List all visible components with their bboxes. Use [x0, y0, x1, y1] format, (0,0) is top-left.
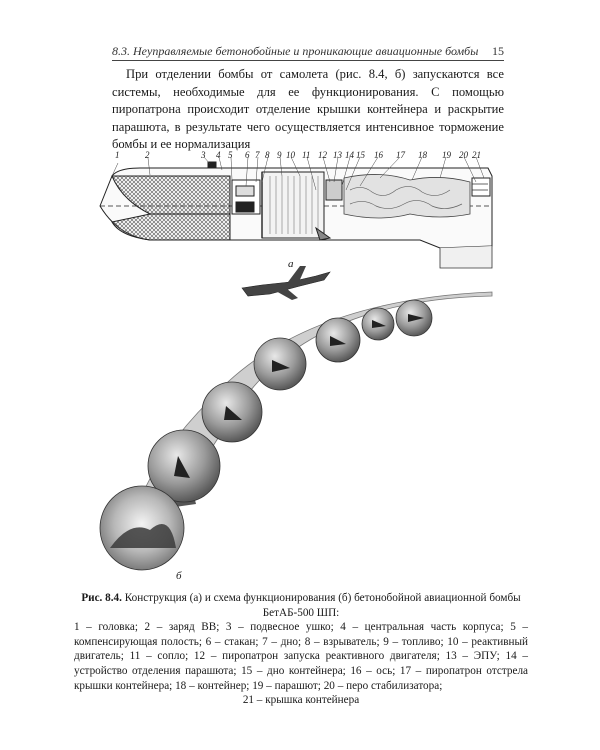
figure-b-trajectory — [100, 266, 492, 570]
page-number: 15 — [492, 44, 504, 58]
caption-fig-label: Рис. 8.4. — [81, 592, 122, 604]
figure-a-label: а — [288, 258, 294, 270]
part-number-label: 21 — [472, 150, 481, 160]
part-number-label: 17 — [396, 150, 405, 160]
part-number-label: 5 — [228, 150, 233, 160]
part-number-label: 9 — [277, 150, 282, 160]
part-number-label: 19 — [442, 150, 451, 160]
part-number-label: 12 — [318, 150, 327, 160]
aircraft-icon — [242, 266, 330, 300]
part-number-label: 15 — [356, 150, 365, 160]
caption-title — [74, 591, 528, 620]
caption-legend-last: 21 – крышка контейнера — [242, 694, 360, 707]
part-number-label: 20 — [459, 150, 468, 160]
part-number-label: 16 — [374, 150, 383, 160]
caption-title-text: Конструкция (а) и схема функционирования (б) бетонобойной авиационной бомбы БетАБ-500 ШП: — [124, 592, 521, 619]
part-number-label: 1 — [115, 150, 120, 160]
part-number-label: 3 — [201, 150, 206, 160]
caption-legend: 1 – головка; 2 – заряд ВВ; 3 – подвесное ушко; 4 – центральная часть корпуса; 5 – компенсирующая полость; 6 – стакан; 7 – дно; 8 – взрыватель; 9 – топливо; 10 – реактивный двигатель; 11 – сопло; 12 – пиропатрон запуска реактивного двигателя; 13 – ЭПУ; 14 – устройство отделения парашюта; 15 – дно контейнера; 16 – ось; 17 – пиропатрон отстрела крышки контейнера; 18 – контейнер; 19 – парашют; 20 – перо стабилизатора; — [74, 621, 528, 692]
part-number-label: 10 — [286, 150, 295, 160]
figure-b-label: б — [176, 570, 182, 582]
part-number-label: 8 — [265, 150, 270, 160]
section-title: 8.3. Неуправляемые бетонобойные и проникающие авиационные бомбы — [112, 44, 479, 58]
part-number-label: 14 — [345, 150, 354, 160]
part-number-label: 7 — [255, 150, 260, 160]
part-number-label: 18 — [418, 150, 427, 160]
bomb-body — [100, 162, 492, 268]
part-number-label: 6 — [245, 150, 250, 160]
figure-caption — [74, 591, 528, 708]
part-number-label: 4 — [216, 150, 221, 160]
body-paragraph: При отделении бомбы от самолета (рис. 8.4, б) запускаются все системы, необходимые для ее функционирования. С помощью пиропатрона происходит отделение крышки контейнера и раскрытие парашюта, в результате чего осуществляется интенсивное торможение бомбы и ее нормализация — [112, 67, 504, 151]
part-number-label: 2 — [145, 150, 150, 160]
part-number-label: 11 — [302, 150, 311, 160]
part-number-label: 13 — [333, 150, 342, 160]
